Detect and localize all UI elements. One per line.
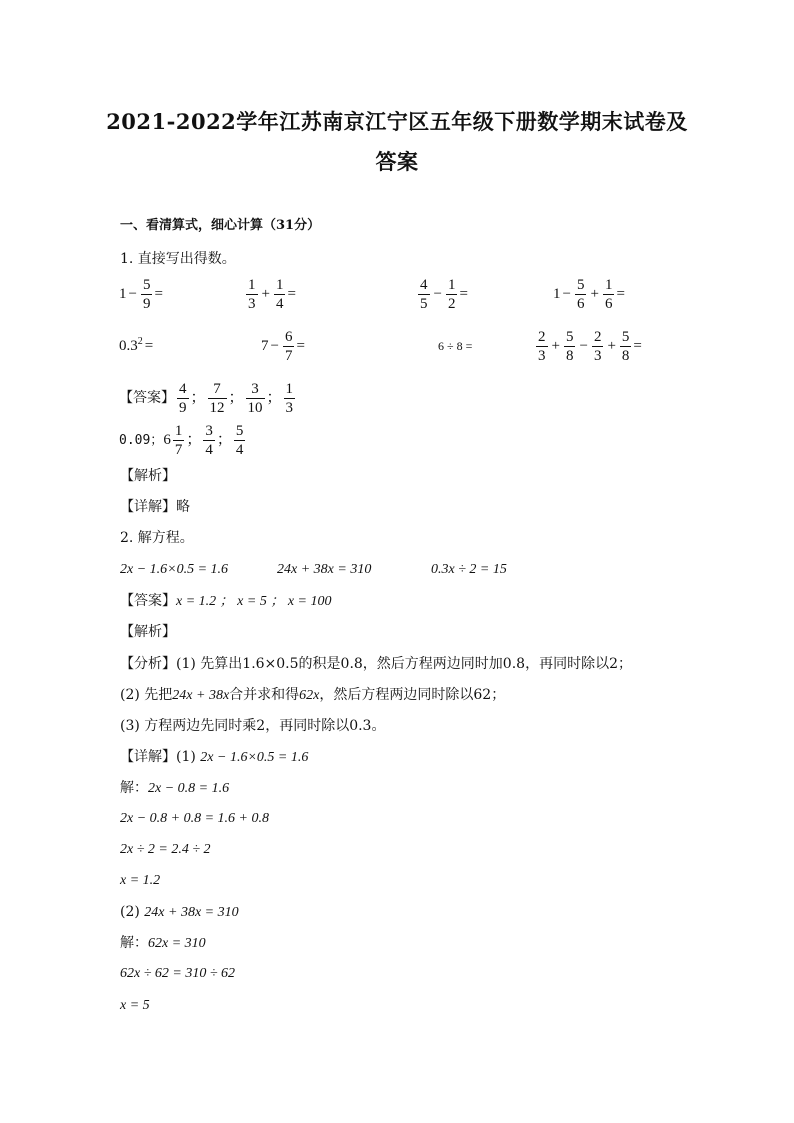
answer-4-numerator: 1 bbox=[285, 381, 294, 398]
expr-6 bbox=[261, 324, 305, 368]
equation-2: 24x + 38x = 310 bbox=[277, 562, 372, 577]
q2-step-1-equation: 2x − 0.8 = 1.6 bbox=[148, 781, 230, 796]
document-title-line-1: 2021-2022学年江苏南京江宁区五年级下册数学期末试卷及 bbox=[106, 109, 688, 134]
q2-fenxi-1-text: (1) 先算出1.6×0.5的积是0.8，然后方程两边同时加0.8，再同时除以2； bbox=[176, 656, 632, 672]
question-2-label: 2. 解方程。 bbox=[120, 530, 194, 546]
answer-3-denominator: 10 bbox=[247, 400, 263, 417]
answer-3-numerator: 3 bbox=[246, 380, 265, 399]
answer-6-fraction bbox=[173, 422, 185, 459]
q2-step-5 bbox=[120, 933, 206, 954]
expr-4 bbox=[553, 272, 625, 316]
expr-6-equals: = bbox=[296, 338, 305, 354]
q2-fenxi-1 bbox=[120, 654, 632, 674]
expr-8-denominator-3: 3 bbox=[593, 348, 602, 365]
expr-7: 6 ÷ 8 = bbox=[438, 339, 473, 353]
expr-2-operator: + bbox=[261, 286, 270, 302]
q2-fenxi-2-math-2: 62x bbox=[299, 688, 320, 703]
expr-2-numerator-1: 1 bbox=[248, 277, 256, 294]
q2-fenxi-2-prefix: (2) 先把 bbox=[120, 687, 173, 703]
q2-fenxi-2-middle: 合并求和得 bbox=[229, 687, 300, 703]
answer-7-fraction bbox=[203, 422, 215, 459]
q2-step-5-equation: 62x = 310 bbox=[148, 936, 206, 951]
expr-4-operator-1: − bbox=[562, 286, 571, 302]
expr-2-denominator-1: 3 bbox=[248, 296, 256, 313]
expr-4-numerator-2: 1 bbox=[604, 277, 613, 294]
expr-8-denominator-2: 8 bbox=[565, 348, 574, 365]
expr-2 bbox=[244, 272, 296, 316]
expr-4-denominator-1: 6 bbox=[576, 296, 585, 313]
expr-1-denominator: 9 bbox=[142, 296, 151, 313]
q2-answer-values: x = 1.2 ； x = 5 ； x = 100 bbox=[176, 594, 332, 609]
q2-fenxi-2-suffix: ，然后方程两边同时除以62； bbox=[319, 687, 506, 703]
q2-detail-label: 【详解】 bbox=[120, 749, 176, 765]
expr-6-fraction bbox=[283, 328, 295, 365]
section-1-heading: 一、看清算式，细心计算（31分） bbox=[120, 218, 321, 233]
q2-detail-1 bbox=[120, 747, 308, 768]
answer-7-denominator: 4 bbox=[205, 442, 213, 459]
expr-8-numerator-1: 2 bbox=[538, 329, 546, 346]
expr-4-equals: = bbox=[616, 286, 625, 302]
q1-answers-row-1 bbox=[119, 376, 297, 420]
expr-8-fraction-3 bbox=[592, 328, 604, 365]
q2-step-1-label: 解： bbox=[120, 780, 148, 796]
answer-4-denominator: 3 bbox=[285, 400, 294, 417]
answer-6-numerator: 1 bbox=[174, 423, 183, 440]
answer-8-fraction bbox=[234, 422, 246, 459]
answer-separator: ； bbox=[186, 432, 202, 448]
answer-2-numerator: 7 bbox=[208, 380, 227, 399]
expr-8-fraction-1 bbox=[536, 328, 548, 365]
expr-8-numerator-4: 5 bbox=[621, 329, 630, 346]
q1-answer-label: 【答案】 bbox=[119, 390, 175, 406]
expr-8 bbox=[534, 324, 642, 368]
expr-8-operator-2: − bbox=[579, 338, 588, 354]
expr-8-denominator-4: 8 bbox=[621, 348, 630, 365]
expr-3-fraction-1 bbox=[418, 276, 430, 313]
expr-6-denominator: 7 bbox=[284, 348, 293, 365]
expr-1-fraction bbox=[141, 276, 153, 313]
expr-4-fraction-1 bbox=[575, 276, 587, 313]
q2-step-3: 2x ÷ 2 = 2.4 ÷ 2 bbox=[120, 842, 211, 857]
expr-8-equals: = bbox=[633, 338, 642, 354]
expr-3-numerator-2: 1 bbox=[447, 277, 456, 294]
answer-8-denominator: 4 bbox=[235, 442, 244, 459]
answer-7-numerator: 3 bbox=[205, 423, 213, 440]
expr-5-equals: = bbox=[144, 338, 154, 354]
answer-5: 0.09； bbox=[119, 433, 164, 448]
q2-detail-2-equation: 24x + 38x = 310 bbox=[144, 905, 239, 920]
expr-4-whole: 1 bbox=[553, 286, 561, 302]
q2-fenxi-3: (3) 方程两边先同时乘2，再同时除以0.3。 bbox=[120, 718, 386, 734]
expr-1-equals: = bbox=[154, 286, 163, 302]
expr-2-fraction-1 bbox=[246, 276, 258, 313]
answer-2-fraction bbox=[208, 380, 227, 417]
answer-4-fraction bbox=[284, 380, 296, 417]
q2-detail-1-equation: 2x − 1.6×0.5 = 1.6 bbox=[200, 750, 309, 765]
answer-separator: ； bbox=[266, 390, 282, 406]
equation-1: 2x − 1.6×0.5 = 1.6 bbox=[120, 562, 229, 577]
expr-8-operator-1: + bbox=[551, 338, 560, 354]
expr-8-fraction-2 bbox=[564, 328, 576, 365]
q2-step-7: x = 5 bbox=[120, 998, 150, 1013]
q2-step-6: 62x ÷ 62 = 310 ÷ 62 bbox=[120, 966, 236, 981]
answer-6-denominator: 7 bbox=[174, 442, 183, 459]
expr-4-operator-2: + bbox=[590, 286, 599, 302]
question-1-label: 1. 直接写出得数。 bbox=[120, 251, 236, 267]
q2-step-4: x = 1.2 bbox=[120, 873, 161, 888]
equation-3: 0.3x ÷ 2 = 15 bbox=[431, 562, 507, 577]
expr-3-fraction-2 bbox=[446, 276, 458, 313]
answer-6-whole: 6 bbox=[163, 432, 171, 448]
expr-4-fraction-2 bbox=[603, 276, 615, 313]
expr-3-operator: − bbox=[433, 286, 442, 302]
expr-6-whole: 7 bbox=[261, 338, 269, 354]
expr-5 bbox=[119, 324, 155, 368]
q2-detail-2-number: (2) bbox=[120, 904, 140, 920]
expr-4-denominator-2: 6 bbox=[604, 296, 613, 313]
q2-detail-2 bbox=[120, 902, 239, 923]
answer-8-numerator: 5 bbox=[235, 423, 244, 440]
expr-2-denominator-2: 4 bbox=[275, 296, 284, 313]
q2-step-1 bbox=[120, 778, 229, 799]
q2-fenxi-2 bbox=[120, 685, 505, 706]
expr-2-numerator-2: 1 bbox=[275, 277, 284, 294]
answer-3-fraction bbox=[246, 380, 265, 417]
expr-3-denominator-2: 2 bbox=[447, 296, 456, 313]
expr-4-numerator-1: 5 bbox=[576, 277, 585, 294]
q1-detail: 【详解】略 bbox=[120, 499, 190, 515]
document-title-line-2: 答案 bbox=[375, 149, 419, 174]
answer-2-denominator: 12 bbox=[209, 400, 225, 417]
expr-3 bbox=[416, 272, 468, 316]
expr-1-whole: 1 bbox=[119, 286, 127, 302]
expr-8-operator-3: + bbox=[607, 338, 616, 354]
expr-1-operator: − bbox=[128, 286, 137, 302]
expr-1-numerator: 5 bbox=[142, 277, 151, 294]
expr-1 bbox=[119, 272, 163, 316]
expr-3-equals: = bbox=[459, 286, 468, 302]
expr-2-fraction-2 bbox=[274, 276, 286, 313]
answer-separator: ； bbox=[228, 390, 244, 406]
q2-analysis-label: 【解析】 bbox=[120, 624, 176, 640]
q1-analysis-label: 【解析】 bbox=[120, 468, 176, 484]
q2-answer bbox=[120, 591, 331, 612]
q2-fenxi-2-math-1: 24x + 38x bbox=[172, 688, 230, 703]
expr-3-numerator-1: 4 bbox=[420, 277, 428, 294]
q2-detail-1-number: (1) bbox=[176, 749, 196, 765]
q1-answers-row-2 bbox=[119, 418, 247, 462]
expr-3-denominator-1: 5 bbox=[420, 296, 428, 313]
expr-6-operator: − bbox=[270, 338, 279, 354]
q2-fenxi-label: 【分析】 bbox=[120, 656, 176, 672]
expr-8-numerator-2: 5 bbox=[565, 329, 574, 346]
answer-1-fraction bbox=[177, 380, 189, 417]
q2-step-2: 2x − 0.8 + 0.8 = 1.6 + 0.8 bbox=[120, 811, 270, 826]
expr-8-denominator-1: 3 bbox=[538, 348, 546, 365]
q2-step-5-label: 解： bbox=[120, 935, 148, 951]
answer-separator: ； bbox=[190, 390, 206, 406]
expr-5-base: 0.3 bbox=[119, 338, 138, 354]
answer-1-denominator: 9 bbox=[179, 400, 187, 417]
answer-1-numerator: 4 bbox=[179, 381, 187, 398]
q2-answer-label: 【答案】 bbox=[120, 593, 176, 609]
expr-8-fraction-4 bbox=[620, 328, 632, 365]
expr-2-equals: = bbox=[287, 286, 296, 302]
expr-8-numerator-3: 2 bbox=[593, 329, 602, 346]
expr-5-exponent: 2 bbox=[137, 336, 143, 347]
answer-separator: ； bbox=[216, 432, 232, 448]
expr-6-numerator: 6 bbox=[284, 329, 293, 346]
